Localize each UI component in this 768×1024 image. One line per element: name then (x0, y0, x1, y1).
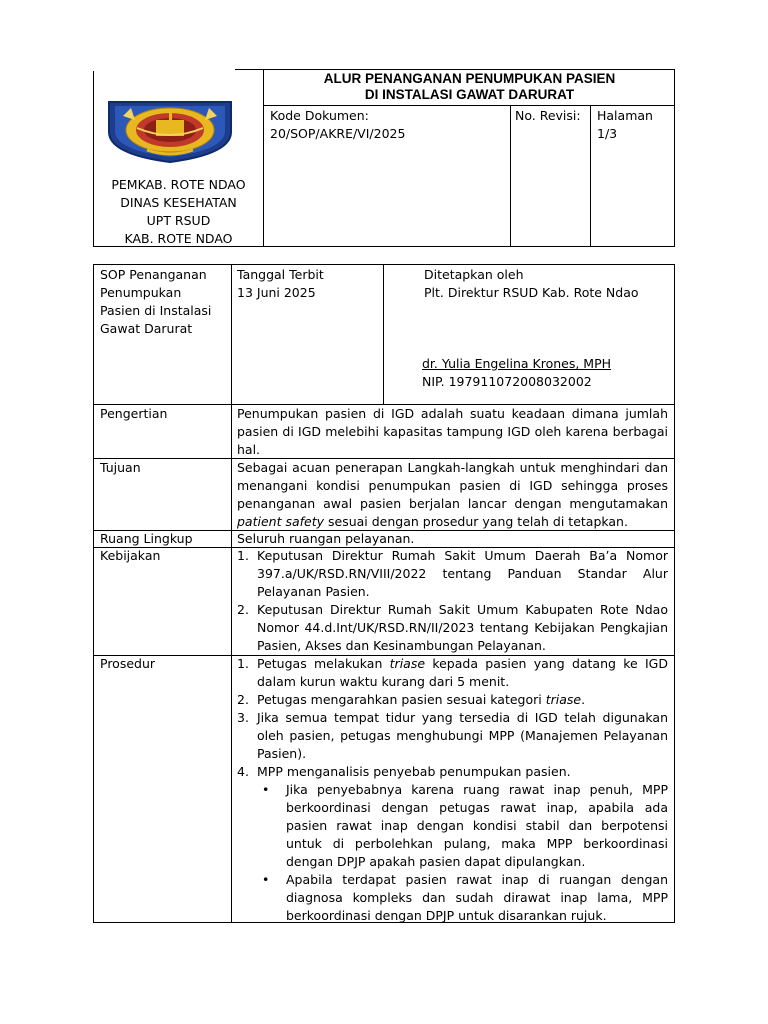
set-by-label: Ditetapkan oleh (424, 267, 524, 282)
tujuan-text-part: sesuai dengan prosedur yang telah di tetapkan. (324, 514, 628, 529)
prosedur-text: Petugas melakukan (257, 656, 390, 671)
prosedur-bullet-text: Apabila terdapat pasien rawat inap di ruangan dengan diagnosa kompleks dan sudah dirawat inap lama, MPP berkoordinasi dengan DPJP untuk disarankan rujuk. (286, 872, 668, 923)
sop-title-line: Penumpukan (100, 285, 182, 300)
prosedur-label: Prosedur (100, 656, 156, 671)
prosedur-list (237, 655, 668, 925)
kebijakan-item (237, 547, 668, 601)
prosedur-text: Jika semua tempat tidur yang tersedia di IGD telah digunakan oleh pasien, petugas menghubungi MPP (Manajemen Pelayanan Pasien). (257, 710, 668, 761)
sop-title-line: Gawat Darurat (100, 321, 193, 336)
header-divider (590, 105, 591, 246)
kebijakan-number: 2. (237, 602, 249, 617)
document-title (264, 70, 675, 105)
organization-block (94, 70, 263, 246)
prosedur-item (237, 763, 668, 781)
kebijakan-text: Keputusan Direktur Rumah Sakit Umum Kabupaten Rote Ndao Nomor 44.d.Int/UK/RSD.RN/II/2023 tentang Kebijakan Pengkajian Pasien, Akses dan Kesinambungan Pelayanan. (257, 602, 668, 653)
prosedur-text: MPP menganalisis penyebab penumpukan pasien. (257, 764, 571, 779)
tujuan-text-part: Sebagai acuan penerapan Langkah-langkah untuk menghindari dan menangani kondisi penumpukan pasien di IGD sehingga proses penanganan awal pasien berjalan lancar dengan mengutamakan (237, 460, 668, 511)
signer-name: dr. Yulia Engelina Krones, MPH (422, 356, 612, 371)
header-divider (263, 105, 674, 106)
prosedur-item (237, 709, 668, 763)
table-divider (383, 265, 384, 404)
title-line: DI INSTALASI GAWAT DARURAT (364, 87, 575, 102)
signer-nip: NIP. 197911072008032002 (422, 374, 592, 389)
tujuan-label: Tujuan (100, 460, 141, 475)
prosedur-number: 1. (237, 656, 249, 671)
page-value: 1/3 (597, 126, 618, 141)
header-divider (510, 105, 511, 246)
prosedur-text: Petugas mengarahkan pasien sesuai kategori (257, 692, 546, 707)
ruang-lingkup-text: Seluruh ruangan pelayanan. (237, 531, 415, 546)
prosedur-item (237, 691, 668, 709)
document-header-table (93, 69, 675, 247)
document-code-cell (270, 107, 405, 143)
prosedur-number: 3. (237, 710, 249, 725)
title-line: ALUR PENANGANAN PENUMPUKAN PASIEN (323, 71, 616, 86)
kebijakan-list (237, 547, 668, 655)
set-by-role: Plt. Direktur RSUD Kab. Rote Ndao (424, 285, 639, 300)
revision-cell (515, 107, 581, 125)
tujuan-paragraph (237, 459, 668, 531)
org-line: PEMKAB. ROTE NDAO (111, 177, 246, 192)
prosedur-text: . (581, 692, 586, 707)
org-line: DINAS KESEHATAN (120, 195, 237, 210)
prosedur-bullet-item (237, 871, 668, 925)
table-divider (231, 265, 232, 922)
org-line: KAB. ROTE NDAO (124, 231, 233, 246)
ruang-lingkup-label: Ruang Lingkup (100, 531, 193, 546)
revision-label: No. Revisi: (515, 108, 581, 123)
kebijakan-label: Kebijakan (100, 548, 161, 563)
pengertian-text (237, 405, 668, 459)
issue-date-value: 13 Juni 2025 (237, 285, 316, 300)
kebijakan-number: 1. (237, 548, 249, 563)
issue-date-cell (237, 266, 324, 302)
tujuan-italic: patient safety (237, 514, 325, 529)
bullet-icon: • (262, 782, 270, 797)
kebijakan-text: Keputusan Direktur Rumah Sakit Umum Daerah Ba’a Nomor 397.a/UK/RSD.RN/VIII/2022 tentang Panduan Standar Alur Pelayanan Pasien. (257, 548, 668, 599)
prosedur-bullet-item (237, 781, 668, 871)
prosedur-item (237, 655, 668, 691)
bullet-icon: • (262, 872, 270, 887)
page-cell (597, 107, 653, 143)
organization-name (94, 176, 263, 248)
prosedur-number: 2. (237, 692, 249, 707)
regency-crest-icon (107, 98, 233, 164)
page-label: Halaman (597, 108, 653, 123)
org-line: UPT RSUD (146, 213, 211, 228)
sop-body-table (93, 264, 675, 923)
sop-title-line: SOP Penanganan (100, 267, 207, 282)
prosedur-bullet-text: Jika penyebabnya karena ruang rawat inap penuh, MPP berkoordinasi dengan petugas rawat inap, apabila ada pasien rawat inap dengan kondisi stabil dan berpotensi untuk di perbolehkan pulang, maka MPP berkoordinasi dengan DPJP apakah pasien dapat dipulangkan. (286, 782, 668, 869)
pengertian-paragraph: Penumpukan pasien di IGD adalah suatu keadaan dimana jumlah pasien di IGD melebihi kapasitas tampung IGD oleh karena berbagai hal. (237, 406, 668, 457)
signature-block (422, 355, 611, 391)
prosedur-italic: triase (389, 656, 426, 671)
sop-title-cell (100, 266, 211, 338)
prosedur-number: 4. (237, 764, 249, 779)
set-by-cell (424, 266, 639, 302)
issue-date-label: Tanggal Terbit (237, 267, 324, 282)
document-code-value: 20/SOP/AKRE/VI/2025 (270, 126, 406, 141)
prosedur-text: kepada pasien yang datang ke IGD dalam kurun waktu kurang dari 5 menit. (257, 656, 668, 689)
sop-title-line: Pasien di Instalasi (100, 303, 212, 318)
prosedur-italic: triase (545, 692, 582, 707)
pengertian-label: Pengertian (100, 406, 168, 421)
document-code-label: Kode Dokumen: (270, 108, 369, 123)
kebijakan-item (237, 601, 668, 655)
tujuan-text (237, 459, 668, 531)
